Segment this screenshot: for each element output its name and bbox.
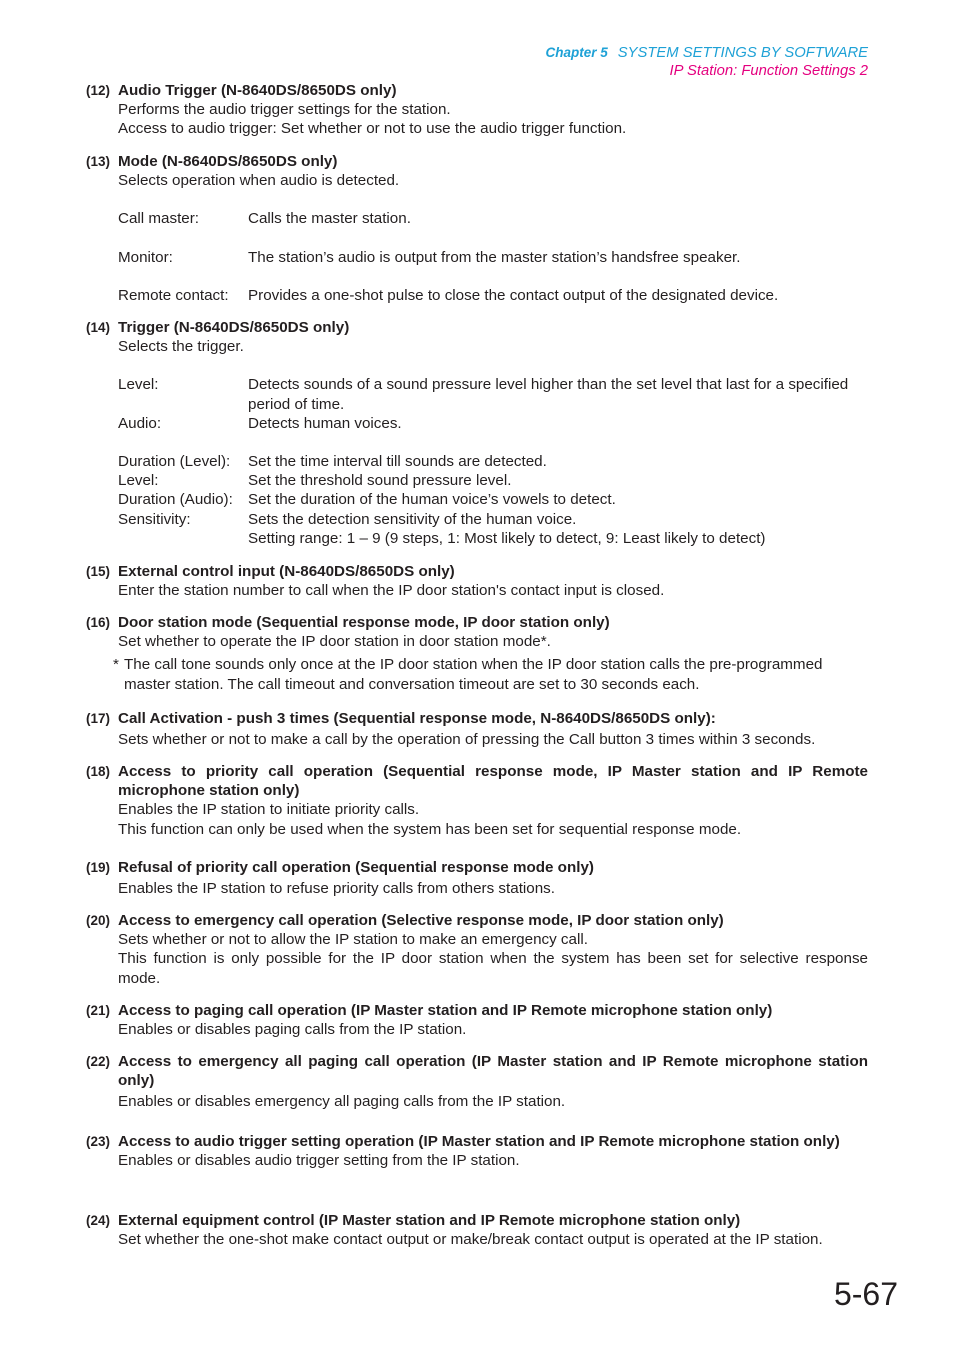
definition-term: Monitor:	[118, 248, 173, 266]
footnote-text: The call tone sounds only once at the IP door station when the IP door station calls the pre-programmed master station. The call timeout and conversation timeout are set to 30 seconds each.	[124, 656, 823, 693]
item-text: Selects operation when audio is detected.	[118, 172, 400, 190]
item-12	[86, 81, 868, 139]
item-title: Trigger (N-8640DS/8650DS only)	[118, 319, 350, 336]
definition-row	[86, 490, 868, 509]
item-title: Access to audio trigger setting operation (IP Master station and IP Remote microphone station only)	[118, 1133, 840, 1150]
definition-row	[86, 452, 868, 471]
item-18	[86, 762, 868, 839]
chapter-label: Chapter 5	[545, 45, 608, 60]
item-number: (21)	[86, 1003, 111, 1018]
page-number: 5-67	[833, 1276, 898, 1312]
item-19	[86, 858, 868, 898]
item-number: (18)	[86, 764, 111, 779]
item-title: Door station mode (Sequential response mode, IP door station only)	[118, 614, 610, 631]
definition-desc: Detects human voices.	[248, 414, 402, 432]
item-text: Enables or disables emergency all paging calls from the IP station.	[118, 1093, 566, 1111]
definition-term	[118, 529, 248, 548]
item-text: Enables the IP station to initiate priority calls.	[118, 801, 420, 819]
definition-desc: Setting range: 1 – 9 (9 steps, 1: Most likely to detect, 9: Least likely to detect)	[248, 529, 766, 547]
item-number: (12)	[86, 83, 111, 98]
item-text: Selects the trigger.	[118, 338, 244, 356]
definition-desc: Set the threshold sound pressure level.	[248, 472, 512, 490]
definition-row	[86, 510, 868, 529]
item-text: Performs the audio trigger settings for the station.	[118, 101, 451, 119]
definition-desc: Sets the detection sensitivity of the human voice.	[248, 510, 577, 528]
definition-row	[86, 471, 868, 490]
definition-row	[86, 248, 868, 267]
item-text: This function can only be used when the system has been set for sequential response mode.	[118, 820, 742, 838]
item-20	[86, 911, 868, 988]
definition-desc: Calls the master station.	[248, 210, 411, 228]
footnote-mark: *	[113, 656, 119, 674]
definition-term: Duration (Level):	[118, 453, 231, 471]
item-13	[86, 152, 868, 305]
chapter-header	[546, 44, 869, 62]
definition-term: Audio:	[118, 414, 162, 432]
item-22	[86, 1052, 868, 1112]
definition-term: Remote contact:	[118, 286, 229, 304]
item-16	[86, 613, 868, 694]
item-title: External control input (N-8640DS/8650DS only)	[118, 563, 455, 580]
item-21	[86, 1001, 868, 1039]
item-text: Sets whether or not to make a call by the operation of pressing the Call button 3 times within 3 seconds.	[118, 731, 816, 749]
item-title: External equipment control (IP Master station and IP Remote microphone station only)	[118, 1212, 741, 1229]
item-text: Enables the IP station to refuse priority calls from others stations.	[118, 880, 555, 898]
definition-desc: Set the duration of the human voice’s vowels to detect.	[248, 491, 616, 509]
footnote	[86, 655, 868, 693]
item-number: (15)	[86, 564, 111, 579]
definition-desc: Provides a one-shot pulse to close the contact output of the designated device.	[248, 286, 779, 304]
item-text: Sets whether or not to allow the IP station to make an emergency call.	[118, 931, 588, 949]
item-title: Access to emergency call operation (Selective response mode, IP door station only)	[118, 912, 724, 929]
definition-row	[86, 286, 868, 305]
item-number: (20)	[86, 913, 111, 928]
definition-row	[86, 414, 868, 433]
definition-term: Call master:	[118, 210, 200, 228]
item-title: Refusal of priority call operation (Sequential response mode only)	[118, 859, 594, 876]
item-number: (24)	[86, 1213, 111, 1228]
item-title: Access to paging call operation (IP Master station and IP Remote microphone station only)	[118, 1002, 773, 1019]
item-title: Access to priority call operation (Sequential response mode, IP Master station and IP Remote microphone station only)	[118, 763, 868, 800]
item-number: (23)	[86, 1134, 111, 1149]
item-number: (14)	[86, 320, 111, 335]
definition-row	[86, 209, 868, 228]
item-text: Enter the station number to call when the IP door station's contact input is closed.	[118, 582, 665, 600]
item-number: (19)	[86, 860, 111, 875]
item-number: (16)	[86, 615, 111, 630]
item-14	[86, 318, 868, 548]
item-title: Call Activation - push 3 times (Sequential response mode, N-8640DS/8650DS only):	[118, 710, 716, 727]
item-title: Access to emergency all paging call operation (IP Master station and IP Remote microphone station only)	[118, 1053, 868, 1090]
item-number: (22)	[86, 1054, 111, 1069]
item-title: Audio Trigger (N-8640DS/8650DS only)	[118, 82, 397, 99]
item-number: (17)	[86, 711, 111, 726]
definition-term: Level:	[118, 376, 159, 394]
item-24	[86, 1211, 868, 1249]
item-text: Set whether to operate the IP door station in door station mode*.	[118, 633, 551, 651]
item-text: Set whether the one-shot make contact output or make/break contact output is operated at the IP station.	[118, 1231, 823, 1249]
item-17	[86, 709, 868, 749]
definition-term: Level:	[118, 472, 159, 490]
item-number: (13)	[86, 154, 111, 169]
section-title: IP Station: Function Settings 2	[669, 63, 868, 79]
chapter-title: SYSTEM SETTINGS BY SOFTWARE	[617, 45, 868, 61]
definition-term: Duration (Audio):	[118, 491, 233, 509]
item-text: Enables or disables audio trigger setting from the IP station.	[118, 1152, 520, 1170]
definition-term: Sensitivity:	[118, 510, 191, 528]
item-text: Access to audio trigger: Set whether or not to use the audio trigger function.	[118, 120, 627, 138]
definition-desc: Set the time interval till sounds are detected.	[248, 453, 547, 471]
item-15	[86, 562, 868, 600]
item-title: Mode (N-8640DS/8650DS only)	[118, 153, 338, 170]
item-text: Enables or disables paging calls from the IP station.	[118, 1021, 467, 1039]
item-23	[86, 1132, 868, 1170]
definition-row	[86, 529, 868, 548]
definition-desc: Detects sounds of a sound pressure level higher than the set level that last for a specified period of time.	[248, 376, 849, 413]
definition-desc: The station’s audio is output from the master station’s handsfree speaker.	[248, 248, 741, 266]
item-text: This function is only possible for the IP door station when the system has been set for selective response mode.	[118, 950, 868, 987]
definition-row	[86, 375, 868, 413]
